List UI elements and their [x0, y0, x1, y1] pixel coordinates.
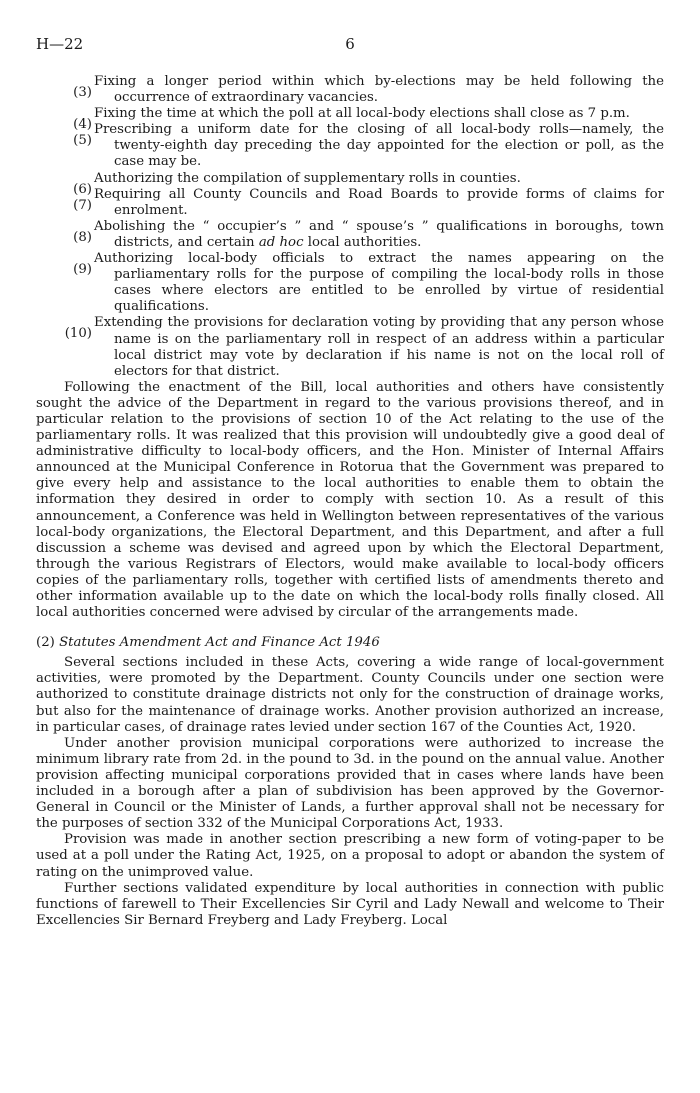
clause-text: Authorizing the compilation of supplementary rolls in counties. [94, 170, 521, 186]
body-paragraph: Following the enactment of the Bill, local authorities and others have consistently sought the advice of the Department in regard to the various provisions thereof, and in particular relation to the provisions of section 10 of the Act relating to the use of the parliamentary rolls. It was realized that this provision will undoubtedly give a good deal of administrative difficulty to local-body officers, and the Hon. Minister of Internal Affairs announced at the Municipal Conference in Rotorua that the Government was prepared to give every help and assistance to the local authorities to enable them to obtain the information they desired in order to comply with section 10. As a result of this announcement, a Conference was held in Wellington between representatives of the various local-body organizations, the Electoral Department, and this Department, and after a full discussion a scheme was devised and agreed upon by which the Electoral Department, through the various Registrars of Electors, would make available to local-body officers copies of the parliamentary rolls, together with certified lists of amendments thereto and other information available up to the date on which the local-body rolls finally closed. All local authorities concerned were advised by circular of the arrangements made. [36, 379, 664, 621]
body-paragraph: Under another provision municipal corporations were authorized to increase the minimum library rate from 2d. in the pound to 3d. in the pound on the annual value. Another provision affecting municipal corporations provided that in cases where lands have been included in a borough after a plan of subdivision has been approved by the Governor-General in Council or the Minister of Lands, a further approval shall not be necessary for the purposes of section 332 of the Municipal Corporations Act, 1933. [36, 735, 664, 832]
clause-text: Extending the provisions for declaration voting by providing that any person whose name is on the parliamentary roll in respect of an address within a particular local district may vote by declaration if his name is not on the local roll of electors for that district. [94, 315, 664, 379]
clause-text: Requiring all County Councils and Road Boards to provide forms of claims for enrolment. [94, 186, 664, 218]
clause-item [36, 106, 664, 133]
body-paragraph: Several sections included in these Acts, covering a wide range of local-government activities, were promoted by the Department. County Councils under one section were authorized to constitute drainage districts not only for the construction of drainage works, but also for the maintenance of drainage works. Another provision authorized an increase, in particular cases, of drainage rates levied under section 167 of the Counties Act, 1920. [36, 655, 664, 735]
clause-number: (10) [64, 326, 92, 342]
clause-text-italic: ad hoc [258, 234, 304, 250]
page-number: 6 [345, 35, 355, 53]
clause-number: (7) [73, 197, 92, 213]
body-paragraph: Further sections validated expenditure by local authorities in connection with public functions of farewell to Their Excellencies Sir Cyril and Lady Newall and welcome to Their Excellencies Sir Bernard Freyberg and Lady Freyberg. Local [36, 880, 664, 928]
clause-number: (6) [73, 181, 92, 197]
clause-list [36, 74, 664, 380]
clause-number: (9) [73, 262, 92, 278]
clause-text: Prescribing a uniform date for the closing of all local-body rolls—namely, the twenty-eighth day preceding the day appointed for the election or poll, as the case may be. [94, 122, 664, 170]
clause-number: (5) [73, 133, 92, 149]
clause-text: local authorities. [303, 234, 422, 250]
body-paragraph: Provision was made in another section prescribing a new form of voting-paper to be used at a poll under the Rating Act, 1925, on a proposal to adopt or abandon the system of rating on the unimproved value. [36, 832, 664, 880]
clause-number: (8) [73, 229, 92, 245]
clause-item [36, 219, 664, 251]
section-title: Statutes Amendment Act and Finance Act 1946 [59, 635, 380, 651]
clause-text: Abolishing the “ occupier’s ” and “ spouse’s ” qualifications in boroughs, town districts, and certain [94, 218, 664, 250]
clause-text: Authorizing local-body officials to extract the names appearing on the parliamentary rolls for the purpose of compiling the local-body rolls in those cases where electors are entitled to be enrolled by virtue of residential qualifications. [94, 251, 664, 315]
clause-item [36, 170, 664, 197]
clause-number: (3) [73, 85, 92, 100]
clause-number: (4) [73, 117, 92, 133]
clause-item [36, 187, 664, 219]
document-reference: H—22 [36, 35, 84, 53]
clause-item [36, 74, 664, 106]
clause-item [36, 315, 664, 379]
clause-item [36, 122, 664, 170]
page-header [36, 36, 664, 60]
clause-text: Fixing the time at which the poll at all local-body elections shall close as 7 p.m. [94, 106, 630, 122]
section-number: (2) [36, 635, 55, 651]
section-heading [36, 635, 664, 651]
clause-item [36, 251, 664, 315]
clause-text: Fixing a longer period within which by-elections may be held following the occurrence of extraordinary vacancies. [94, 74, 664, 106]
